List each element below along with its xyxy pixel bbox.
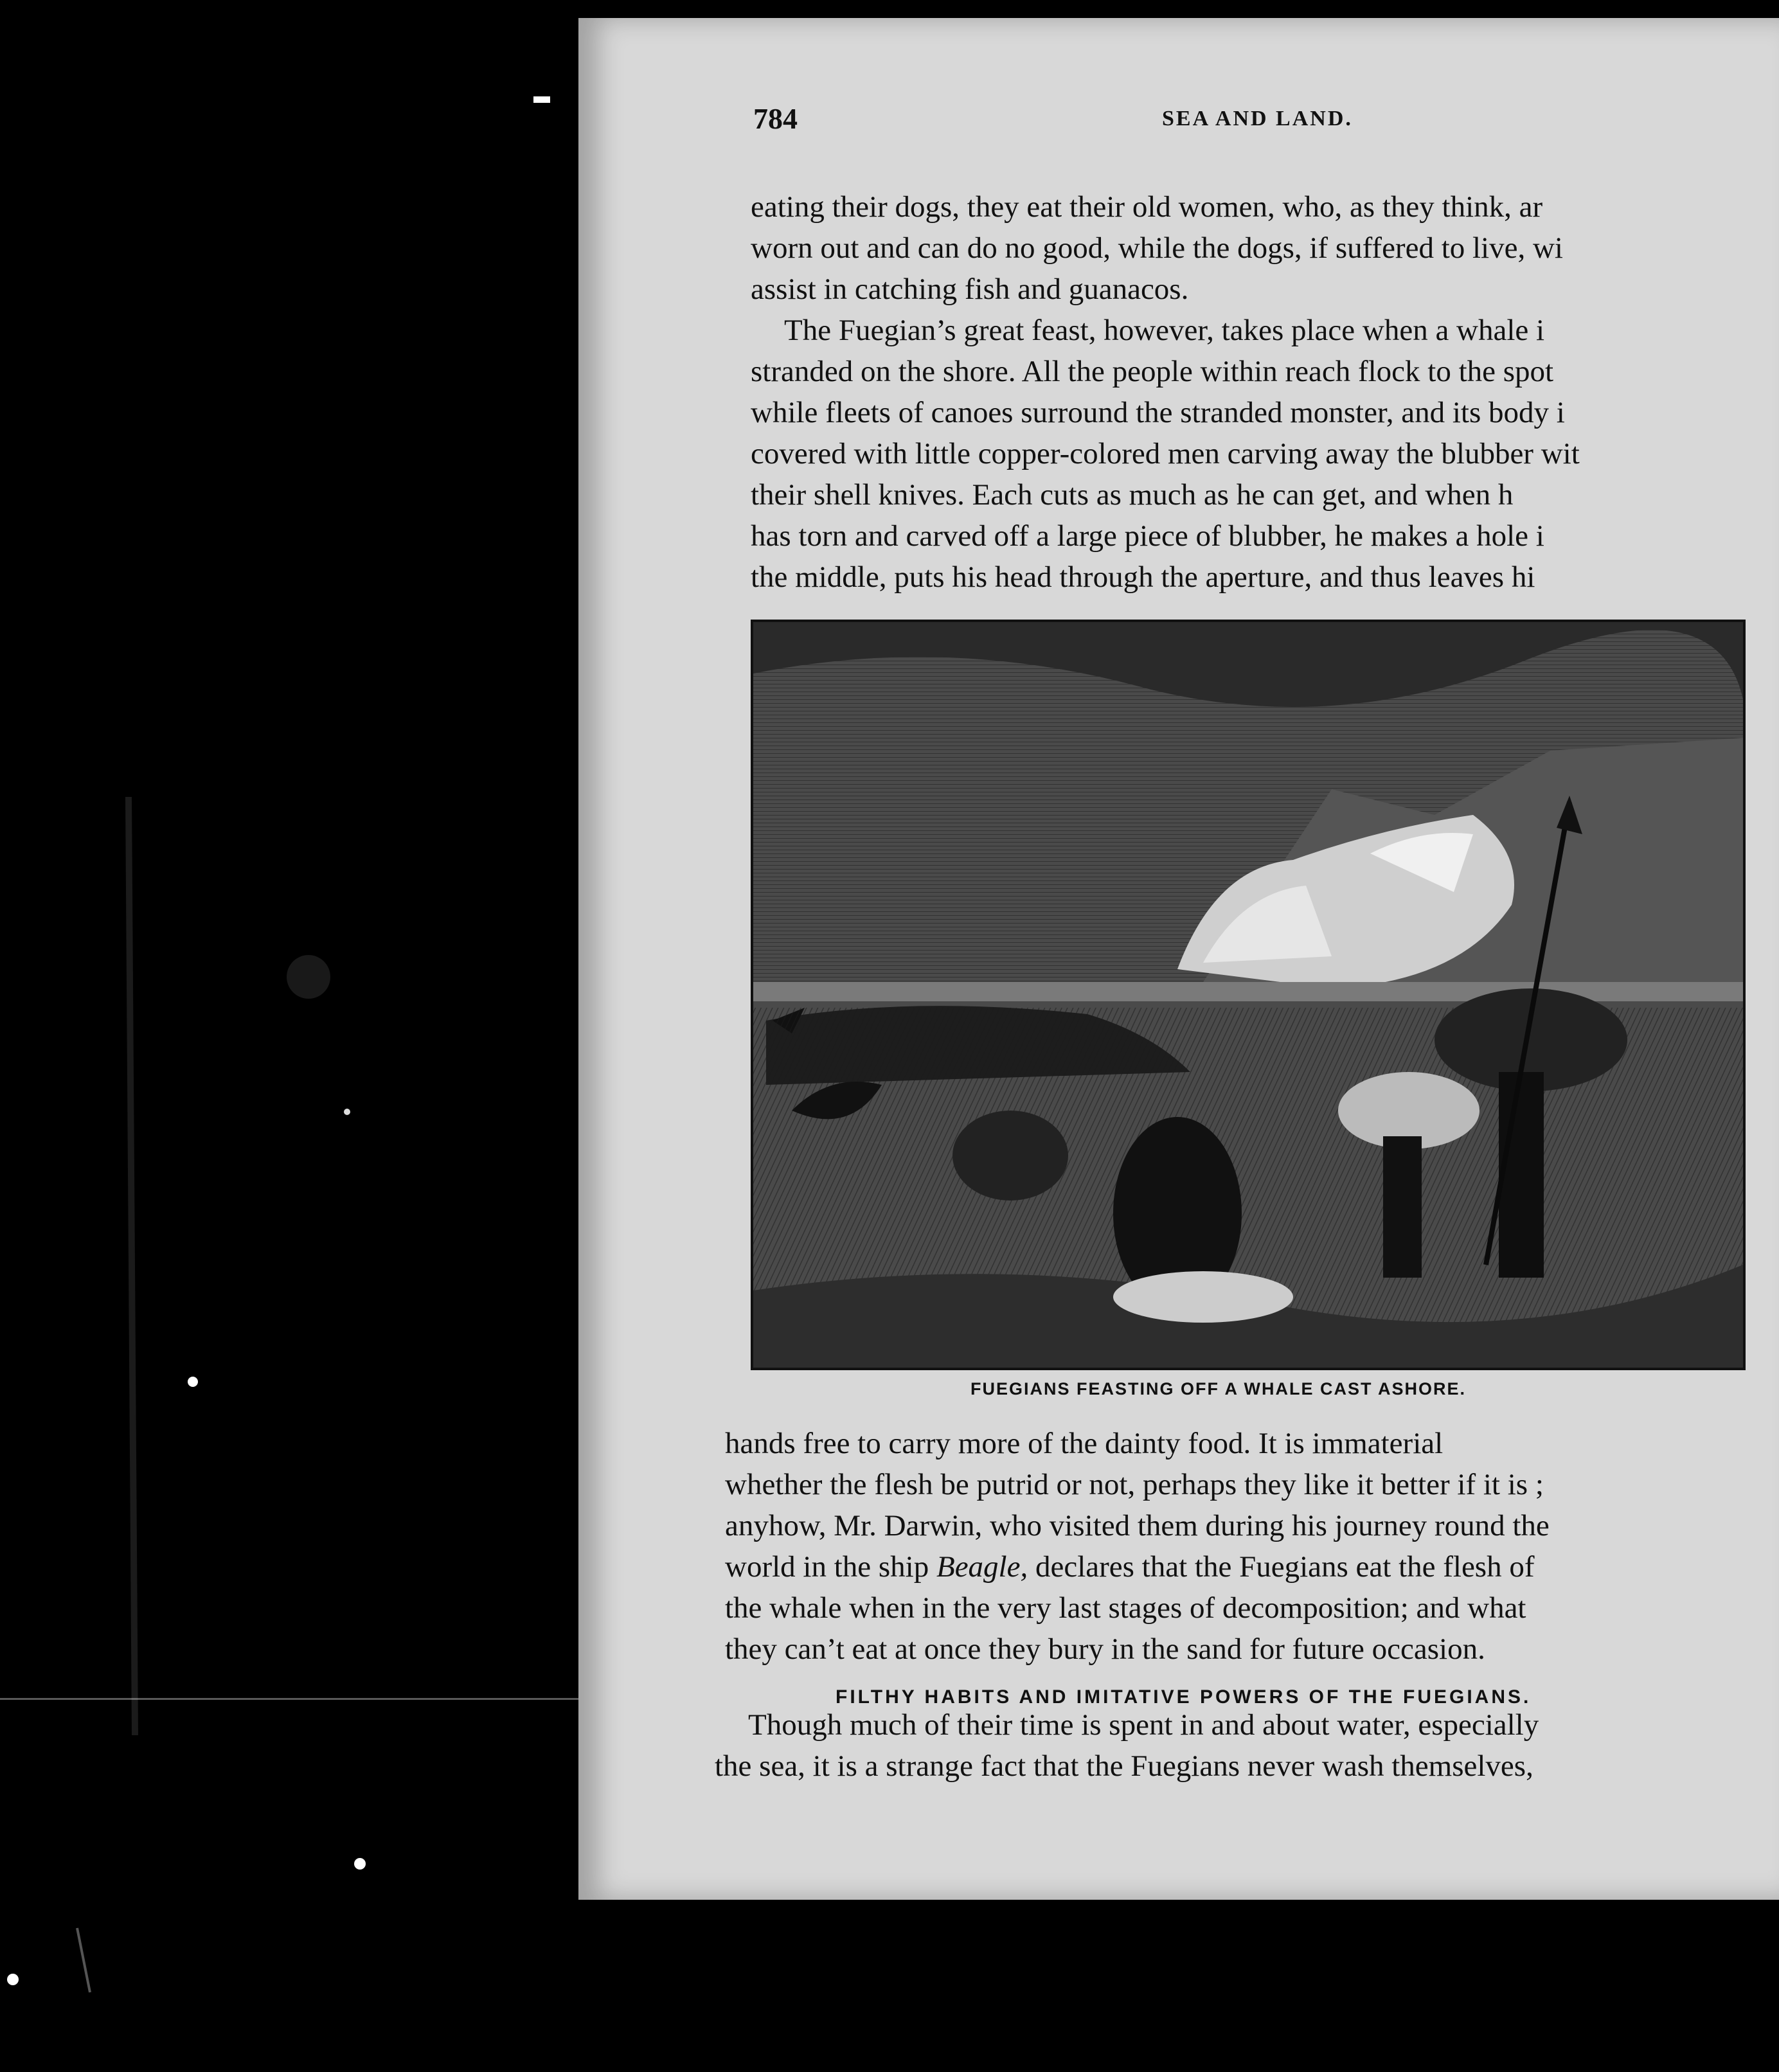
text-line: they can’t eat at once they bury in the sand for future occasion. xyxy=(725,1632,1485,1666)
text-run: world in the ship xyxy=(725,1550,936,1584)
text-run: declares that the Fuegians eat the flesh of xyxy=(1028,1550,1535,1584)
text-line-with-italic xyxy=(725,1546,1779,1587)
text-line: Though much of their time is spent in and about water, especially xyxy=(748,1708,1539,1742)
text-line: The Fuegian’s great feast, however, takes place when a whale i xyxy=(784,314,1545,347)
whale-feast-illustration xyxy=(751,620,1746,1370)
text-line: whether the flesh be putrid or not, perhaps they like it better if it is ; xyxy=(725,1468,1544,1501)
ship-name-italic: Beagle, xyxy=(936,1550,1028,1584)
page-number: 784 xyxy=(753,102,798,135)
text-line: stranded on the shore. All the people within reach flock to the spot xyxy=(751,355,1554,388)
text-line: the sea, it is a strange fact that the Fuegians never wash themselves, xyxy=(715,1749,1533,1783)
section-heading: FILTHY HABITS AND IMITATIVE POWERS OF THE FUEGIANS. xyxy=(836,1686,1532,1708)
text-line: their shell knives. Each cuts as much as he can get, and when h xyxy=(751,478,1514,512)
page-header xyxy=(578,102,1779,153)
engraving-artwork xyxy=(753,622,1743,1368)
text-line: has torn and carved off a large piece of blubber, he makes a hole i xyxy=(751,519,1544,553)
text-line: eating their dogs, they eat their old women, who, as they think, ar xyxy=(751,190,1543,224)
book-page xyxy=(578,18,1779,1900)
text-line: the middle, puts his head through the aperture, and thus leaves hi xyxy=(751,560,1535,594)
illustration-caption: FUEGIANS FEASTING OFF A WHALE CAST ASHORE. xyxy=(970,1379,1466,1398)
text-line: hands free to carry more of the dainty food. It is immaterial xyxy=(725,1427,1444,1460)
text-line: assist in catching fish and guanacos. xyxy=(751,272,1189,306)
text-line: anyhow, Mr. Darwin, who visited them during his journey round the xyxy=(725,1509,1550,1542)
paragraph-last xyxy=(715,1704,1779,1787)
paragraph-top xyxy=(751,186,1779,598)
paragraph-bottom xyxy=(725,1423,1779,1670)
text-line: covered with little copper-colored men carving away the blubber wit xyxy=(751,437,1580,470)
text-line: while fleets of canoes surround the stranded monster, and its body i xyxy=(751,396,1565,429)
running-head: SEA AND LAND. xyxy=(1162,107,1353,130)
text-line: worn out and can do no good, while the dogs, if suffered to live, wi xyxy=(751,231,1563,265)
text-line: the whale when in the very last stages of decomposition; and what xyxy=(725,1591,1526,1625)
